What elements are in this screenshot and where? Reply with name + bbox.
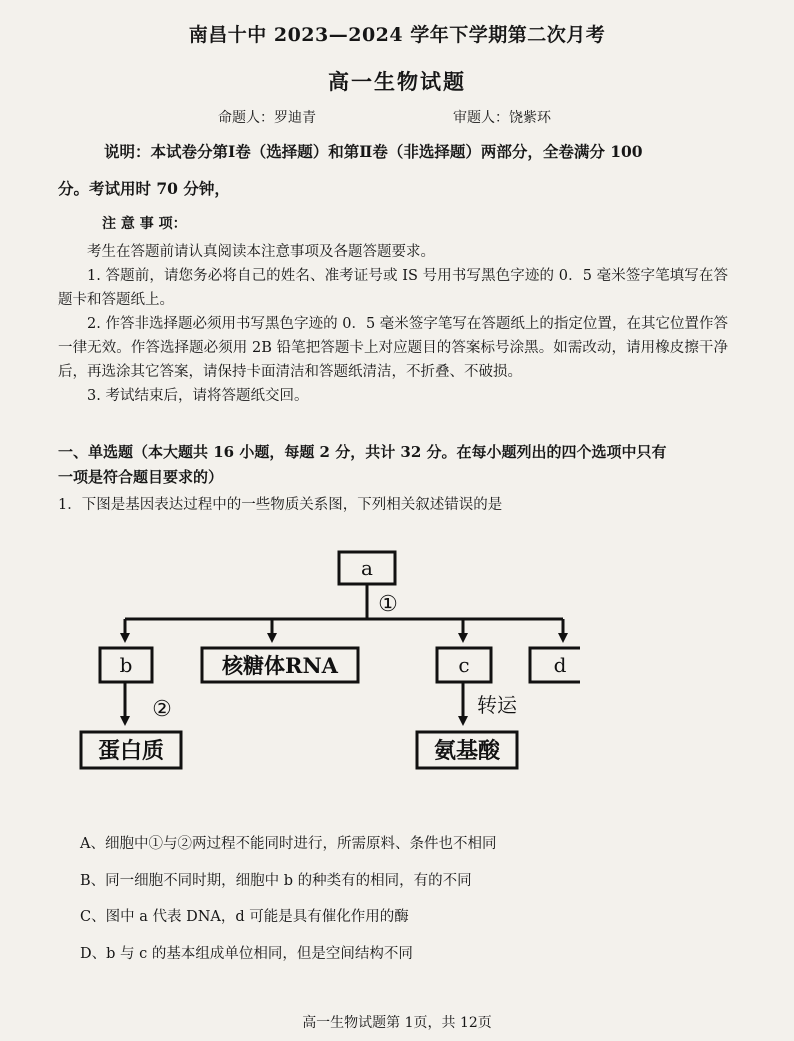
notice-item: 1. 答题前，请您务必将自己的姓名、准考证号或 IS 号用书写黑色字迹的 0．5 毫米签字笔填写在答题卡和答题纸上。 xyxy=(58,268,728,308)
label-amino-acid: 氨基酸 xyxy=(433,738,501,764)
label-step-2: ② xyxy=(152,697,172,722)
notice-title: 注 意 事 项： xyxy=(102,216,187,232)
notice-list xyxy=(58,240,728,408)
section-heading-cont: 一项是符合题目要求的） xyxy=(58,468,224,486)
label-protein: 蛋白质 xyxy=(97,738,165,764)
notice-item: 3. 考试结束后，请将答题纸交回。 xyxy=(87,388,309,404)
question-1-stem: 1．下图是基因表达过程中的一些物质关系图，下列相关叙述错误的是 xyxy=(58,497,503,513)
label-d: d xyxy=(553,653,567,677)
notice-item: 2. 作答非选择题必须用书写黑色字迹的 0．5 毫米签字笔写在答题纸上的指定位置，在其它位置作答一律无效。作答选择题必须用 2B 铅笔把答题卡上对应题目的答案标号涂黑。如需改动，请用橡皮擦干净后，再选涂其它答案，请保持卡面清洁和答题纸清洁，不折叠、不破损。 xyxy=(58,316,728,380)
notice-item: 考生在答题前请认真阅读本注意事项及各题答题要求。 xyxy=(87,244,435,260)
option-c: C、图中 a 代表 DNA，d 可能是具有催化作用的酶 xyxy=(80,909,409,925)
label-transport: 转运 xyxy=(477,693,517,717)
instruction-line-1: 说明：本试卷分第Ⅰ卷（选择题）和第Ⅱ卷（非选择题）两部分，全卷满分 100 xyxy=(104,142,643,161)
exam-title: 南昌十中 2023—2024 学年下学期第二次月考 xyxy=(188,24,606,46)
label-step-1: ① xyxy=(378,592,398,617)
label-rrna: 核糖体RNA xyxy=(222,653,338,678)
reviewer: 审题人：饶紫环 xyxy=(453,110,551,126)
instruction-line-2: 分。考试用时 70 分钟， xyxy=(58,179,230,198)
option-b: B、同一细胞不同时期，细胞中 b 的种类有的相同，有的不同 xyxy=(80,873,472,889)
page-footer: 高一生物试题第 1页，共 12页 xyxy=(302,1015,492,1031)
setter: 命题人：罗迪青 xyxy=(218,110,316,126)
option-a: A、细胞中①与②两过程不能同时进行，所需原料、条件也不相同 xyxy=(80,836,497,852)
option-d: D、b 与 c 的基本组成单位相同，但是空间结构不同 xyxy=(80,946,413,962)
gene-expression-diagram xyxy=(60,545,580,775)
subject-title: 高一生物试题 xyxy=(328,69,466,94)
section-heading: 一、单选题（本大题共 16 小题，每题 2 分，共计 32 分。在每小题列出的四个选项中只有 xyxy=(58,443,667,461)
label-c: c xyxy=(458,653,470,677)
label-b: b xyxy=(119,653,133,677)
label-a: a xyxy=(361,556,373,580)
